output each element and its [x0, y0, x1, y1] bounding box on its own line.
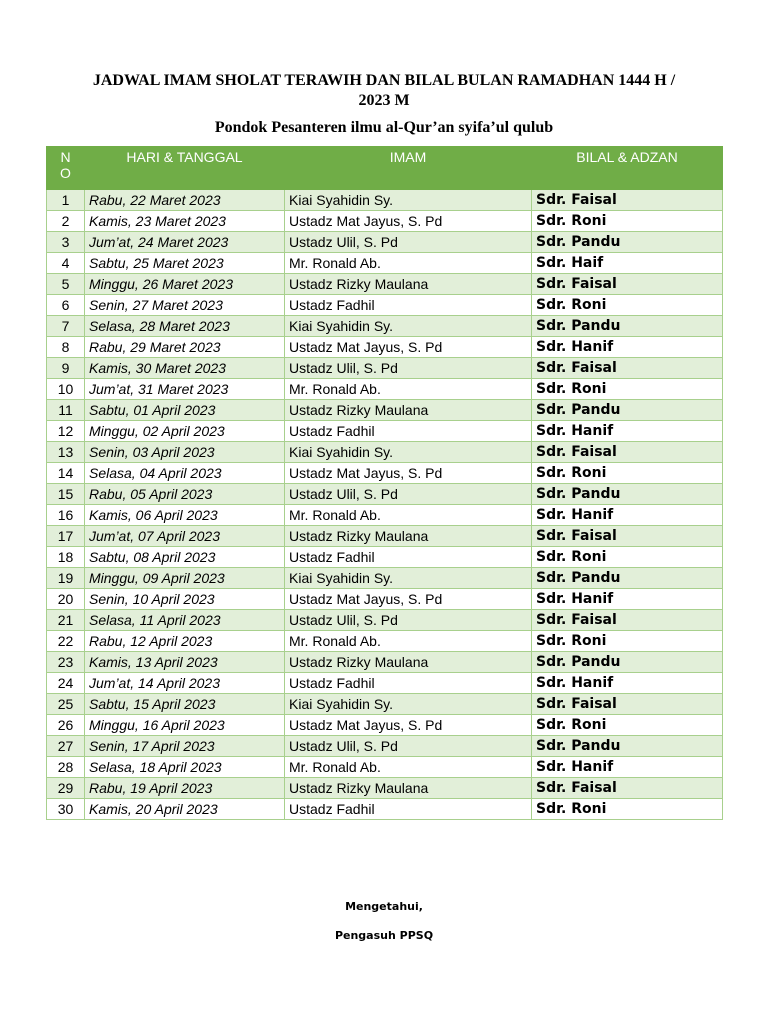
header-no-line-2: O — [60, 165, 71, 181]
row-number: 1 — [47, 190, 85, 211]
row-imam: Ustadz Fadhil — [285, 547, 532, 568]
document-title — [40, 71, 728, 111]
row-number: 27 — [47, 736, 85, 757]
row-imam: Ustadz Fadhil — [285, 295, 532, 316]
row-date: Kamis, 30 Maret 2023 — [85, 358, 285, 379]
row-bilal: Sdr. Faisal — [532, 190, 723, 211]
row-number: 14 — [47, 463, 85, 484]
row-date: Sabtu, 01 April 2023 — [85, 400, 285, 421]
row-bilal: Sdr. Faisal — [532, 694, 723, 715]
row-bilal: Sdr. Hanif — [532, 673, 723, 694]
row-imam: Ustadz Ulil, S. Pd — [285, 232, 532, 253]
row-date: Selasa, 11 April 2023 — [85, 610, 285, 631]
row-date: Kamis, 13 April 2023 — [85, 652, 285, 673]
row-number: 30 — [47, 799, 85, 820]
row-date: Minggu, 26 Maret 2023 — [85, 274, 285, 295]
row-imam: Ustadz Ulil, S. Pd — [285, 484, 532, 505]
row-number: 19 — [47, 568, 85, 589]
row-date: Sabtu, 15 April 2023 — [85, 694, 285, 715]
row-number: 20 — [47, 589, 85, 610]
row-date: Rabu, 22 Maret 2023 — [85, 190, 285, 211]
row-imam: Ustadz Rizky Maulana — [285, 778, 532, 799]
row-date: Senin, 10 April 2023 — [85, 589, 285, 610]
row-bilal: Sdr. Faisal — [532, 778, 723, 799]
header-no-line-1: N — [60, 149, 71, 165]
row-number: 10 — [47, 379, 85, 400]
row-number: 18 — [47, 547, 85, 568]
row-imam: Mr. Ronald Ab. — [285, 253, 532, 274]
table-row — [47, 316, 723, 337]
row-imam: Mr. Ronald Ab. — [285, 757, 532, 778]
row-imam: Ustadz Mat Jayus, S. Pd — [285, 589, 532, 610]
caretaker-label: Pengasuh PPSQ — [334, 929, 434, 942]
row-imam: Ustadz Ulil, S. Pd — [285, 736, 532, 757]
row-bilal: Sdr. Hanif — [532, 757, 723, 778]
row-bilal: Sdr. Pandu — [532, 232, 723, 253]
table-row — [47, 379, 723, 400]
table-row — [47, 568, 723, 589]
row-imam: Ustadz Fadhil — [285, 799, 532, 820]
row-date: Kamis, 06 April 2023 — [85, 505, 285, 526]
row-imam: Mr. Ronald Ab. — [285, 379, 532, 400]
row-date: Sabtu, 25 Maret 2023 — [85, 253, 285, 274]
row-number: 9 — [47, 358, 85, 379]
row-number: 22 — [47, 631, 85, 652]
table-row — [47, 442, 723, 463]
row-imam: Ustadz Mat Jayus, S. Pd — [285, 463, 532, 484]
row-date: Senin, 17 April 2023 — [85, 736, 285, 757]
table-row — [47, 337, 723, 358]
row-date: Selasa, 18 April 2023 — [85, 757, 285, 778]
table-row — [47, 295, 723, 316]
row-bilal: Sdr. Pandu — [532, 736, 723, 757]
row-imam: Ustadz Rizky Maulana — [285, 526, 532, 547]
table-row — [47, 547, 723, 568]
row-number: 5 — [47, 274, 85, 295]
header-day: HARI & TANGGAL — [85, 147, 285, 190]
table-row — [47, 652, 723, 673]
row-date: Jum’at, 07 April 2023 — [85, 526, 285, 547]
table-row — [47, 757, 723, 778]
row-imam: Kiai Syahidin Sy. — [285, 442, 532, 463]
table-row — [47, 715, 723, 736]
row-imam: Kiai Syahidin Sy. — [285, 190, 532, 211]
row-bilal: Sdr. Roni — [532, 547, 723, 568]
table-row — [47, 211, 723, 232]
table-row — [47, 673, 723, 694]
title-line-1: JADWAL IMAM SHOLAT TERAWIH DAN BILAL BULAN RAMADHAN 1444 H / — [92, 72, 676, 89]
table-body — [47, 190, 723, 820]
row-date: Jum’at, 24 Maret 2023 — [85, 232, 285, 253]
row-bilal: Sdr. Roni — [532, 295, 723, 316]
row-date: Selasa, 28 Maret 2023 — [85, 316, 285, 337]
row-imam: Ustadz Fadhil — [285, 673, 532, 694]
row-date: Minggu, 02 April 2023 — [85, 421, 285, 442]
row-imam: Kiai Syahidin Sy. — [285, 694, 532, 715]
table-row — [47, 421, 723, 442]
row-number: 4 — [47, 253, 85, 274]
table-row — [47, 463, 723, 484]
table-row — [47, 253, 723, 274]
table-row — [47, 610, 723, 631]
row-number: 17 — [47, 526, 85, 547]
row-bilal: Sdr. Pandu — [532, 316, 723, 337]
row-number: 29 — [47, 778, 85, 799]
row-bilal: Sdr. Faisal — [532, 442, 723, 463]
row-imam: Ustadz Mat Jayus, S. Pd — [285, 211, 532, 232]
row-number: 24 — [47, 673, 85, 694]
table-row — [47, 736, 723, 757]
row-bilal: Sdr. Pandu — [532, 568, 723, 589]
table-row — [47, 274, 723, 295]
row-date: Kamis, 20 April 2023 — [85, 799, 285, 820]
row-date: Senin, 27 Maret 2023 — [85, 295, 285, 316]
row-number: 15 — [47, 484, 85, 505]
row-bilal: Sdr. Roni — [532, 463, 723, 484]
row-imam: Ustadz Ulil, S. Pd — [285, 358, 532, 379]
header-bilal: BILAL & ADZAN — [532, 147, 723, 190]
row-imam: Ustadz Fadhil — [285, 421, 532, 442]
row-imam: Ustadz Rizky Maulana — [285, 274, 532, 295]
row-number: 6 — [47, 295, 85, 316]
row-bilal: Sdr. Hanif — [532, 337, 723, 358]
row-bilal: Sdr. Pandu — [532, 400, 723, 421]
row-number: 3 — [47, 232, 85, 253]
row-number: 11 — [47, 400, 85, 421]
table-row — [47, 505, 723, 526]
row-number: 13 — [47, 442, 85, 463]
row-imam: Mr. Ronald Ab. — [285, 631, 532, 652]
row-date: Senin, 03 April 2023 — [85, 442, 285, 463]
row-number: 28 — [47, 757, 85, 778]
row-bilal: Sdr. Roni — [532, 211, 723, 232]
row-number: 8 — [47, 337, 85, 358]
header-no — [47, 147, 85, 190]
table-row — [47, 778, 723, 799]
table-row — [47, 232, 723, 253]
row-bilal: Sdr. Faisal — [532, 610, 723, 631]
row-date: Rabu, 19 April 2023 — [85, 778, 285, 799]
row-bilal: Sdr. Roni — [532, 631, 723, 652]
row-date: Rabu, 12 April 2023 — [85, 631, 285, 652]
row-bilal: Sdr. Faisal — [532, 358, 723, 379]
row-date: Jum’at, 31 Maret 2023 — [85, 379, 285, 400]
row-imam: Ustadz Ulil, S. Pd — [285, 610, 532, 631]
table-row — [47, 589, 723, 610]
row-number: 2 — [47, 211, 85, 232]
table-row — [47, 400, 723, 421]
row-bilal: Sdr. Pandu — [532, 652, 723, 673]
table-row — [47, 526, 723, 547]
row-imam: Kiai Syahidin Sy. — [285, 568, 532, 589]
row-bilal: Sdr. Roni — [532, 379, 723, 400]
row-bilal: Sdr. Pandu — [532, 484, 723, 505]
schedule-table — [46, 146, 723, 820]
header-imam: IMAM — [285, 147, 532, 190]
table-header-row — [47, 147, 723, 190]
row-bilal: Sdr. Faisal — [532, 526, 723, 547]
row-imam: Ustadz Rizky Maulana — [285, 652, 532, 673]
table-row — [47, 190, 723, 211]
row-bilal: Sdr. Hanif — [532, 505, 723, 526]
row-number: 12 — [47, 421, 85, 442]
row-number: 21 — [47, 610, 85, 631]
row-date: Rabu, 05 April 2023 — [85, 484, 285, 505]
row-imam: Mr. Ronald Ab. — [285, 505, 532, 526]
row-imam: Kiai Syahidin Sy. — [285, 316, 532, 337]
row-bilal: Sdr. Hanif — [532, 421, 723, 442]
row-imam: Ustadz Mat Jayus, S. Pd — [285, 715, 532, 736]
row-date: Sabtu, 08 April 2023 — [85, 547, 285, 568]
row-date: Minggu, 09 April 2023 — [85, 568, 285, 589]
row-bilal: Sdr. Roni — [532, 799, 723, 820]
row-imam: Ustadz Mat Jayus, S. Pd — [285, 337, 532, 358]
row-date: Minggu, 16 April 2023 — [85, 715, 285, 736]
row-date: Jum’at, 14 April 2023 — [85, 673, 285, 694]
row-bilal: Sdr. Haif — [532, 253, 723, 274]
table-row — [47, 694, 723, 715]
table-row — [47, 799, 723, 820]
row-imam: Ustadz Rizky Maulana — [285, 400, 532, 421]
row-bilal: Sdr. Hanif — [532, 589, 723, 610]
row-number: 16 — [47, 505, 85, 526]
row-number: 23 — [47, 652, 85, 673]
table-row — [47, 358, 723, 379]
table-row — [47, 631, 723, 652]
title-line-2: 2023 M — [358, 92, 410, 109]
row-number: 25 — [47, 694, 85, 715]
acknowledged-label: Mengetahui, — [345, 900, 423, 913]
table-row — [47, 484, 723, 505]
row-date: Selasa, 04 April 2023 — [85, 463, 285, 484]
row-number: 7 — [47, 316, 85, 337]
row-bilal: Sdr. Roni — [532, 715, 723, 736]
document-subtitle: Pondok Pesanteren ilmu al-Qur’an syifa’ul qulub — [214, 119, 554, 136]
row-date: Rabu, 29 Maret 2023 — [85, 337, 285, 358]
row-bilal: Sdr. Faisal — [532, 274, 723, 295]
row-number: 26 — [47, 715, 85, 736]
row-date: Kamis, 23 Maret 2023 — [85, 211, 285, 232]
